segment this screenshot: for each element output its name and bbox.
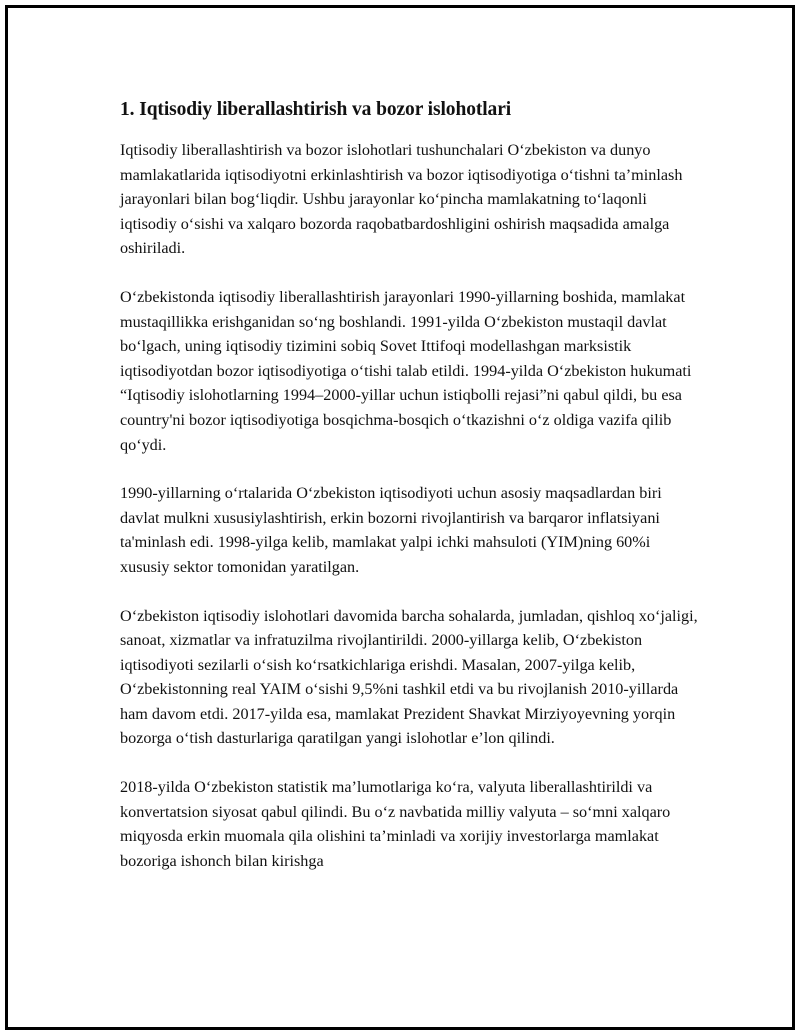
paragraph-1: Iqtisodiy liberallashtirish va bozor islohotlari tushunchalari O‘zbekiston va dunyo mamlakatlarida iqtisodiyotni erkinlashtirish va bozor iqtisodiyotiga o‘tishni ta’minlash jarayonlari bilan bog‘liqdir. Ushbu jarayonlar ko‘pincha mamlakatning to‘laqonli iqtisodiy o‘sishi va xalqaro bozorda raqobatbardoshligini oshirish maqsadida amalga oshiriladi. (120, 141, 683, 258)
paragraph-4: O‘zbekiston iqtisodiy islohotlari davomida barcha sohalarda, jumladan, qishloq xo‘jaligi, sanoat, xizmatlar va infratuzilma rivojlantirildi. 2000-yillarga kelib, O‘zbekiston iqtisodiyoti sezilarli o‘sish ko‘rsatkichlariga erishdi. Masalan, 2007-yilga kelib, O‘zbekistonning real YAIM o‘sishi 9,5%ni tashkil etdi va bu rivojlanish 2010-yillarda ham davom etdi. 2017-yilda esa, mamlakat Prezident Shavkat Mirziyoyevning yorqin bozorga o‘tish dasturlariga qaratilgan yangi islohotlar e’lon qilindi. (120, 606, 698, 748)
document-page (5, 5, 795, 1030)
document-body (120, 96, 700, 897)
section-title: 1. Iqtisodiy liberallashtirish va bozor islohotlari (120, 99, 512, 120)
paragraph-5: 2018-yilda O‘zbekiston statistik ma’lumotlariga ko‘ra, valyuta liberallashtirildi va konvertatsion siyosat qabul qilindi. Bu o‘z navbatida milliy valyuta – so‘mni xalqaro miqyosda erkin muomala qila olishini ta’minladi va xorijiy investorlarga mamlakat bozoriga ishonch bilan kirishga (120, 778, 671, 870)
paragraph-2: O‘zbekistonda iqtisodiy liberallashtirish jarayonlari 1990-yillarning boshida, mamlakat mustaqillikka erishganidan so‘ng boshlandi. 1991-yilda O‘zbekiston mustaqil davlat bo‘lgach, uning iqtisodiy tizimini sobiq Sovet Ittifoqi modellashgan marksistik iqtisodiyotdan bozor iqtisodiyotiga o‘tishi talab etildi. 1994-yilda O‘zbekiston hukumati “Iqtisodiy islohotlarning 1994–2000-yillar uchun istiqbolli rejasi”ni qabul qildi, bu esa country'ni bozor iqtisodiyotiga bosqichma-bosqich o‘tkazishni o‘z oldiga vazifa qilib qo‘ydi. (120, 287, 692, 454)
paragraph-3: 1990-yillarning o‘rtalarida O‘zbekiston iqtisodiyoti uchun asosiy maqsadlardan biri davlat mulkni xususiylashtirish, erkin bozorni rivojlantirish va barqaror inflatsiyani ta'minlash edi. 1998-yilga kelib, mamlakat yalpi ichki mahsuloti (YIM)ning 60%i xususiy sektor tomonidan yaratilgan. (120, 484, 662, 576)
